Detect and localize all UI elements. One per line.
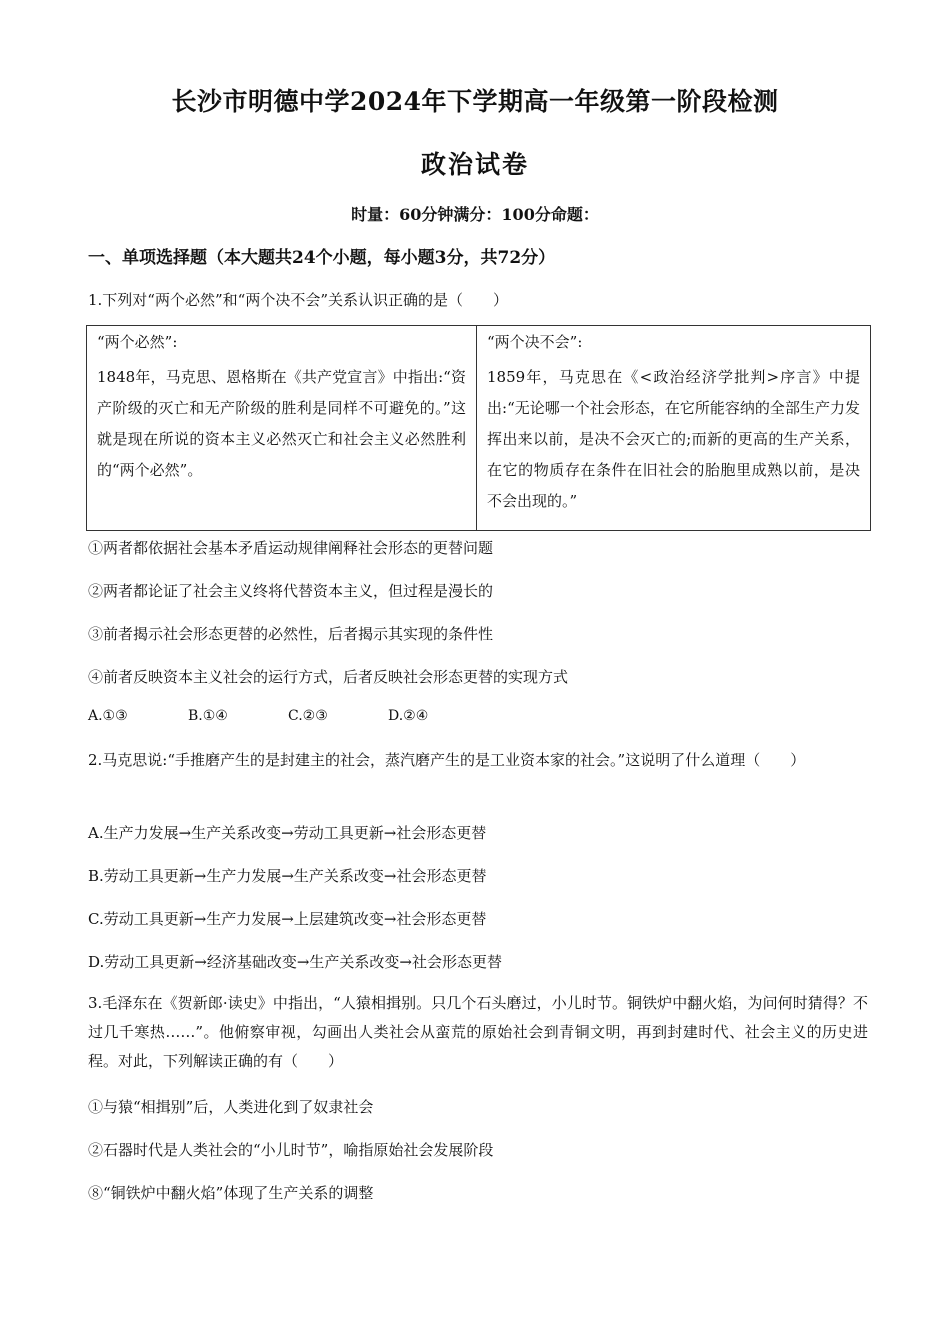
question-2-option-a: A.生产力发展→生产关系改变→劳动工具更新→社会形态更替	[88, 824, 487, 842]
question-3-statement-2: ②石器时代是人类社会的“小儿时节”，喻指原始社会发展阶段	[88, 1141, 494, 1159]
question-1-stem: 1.下列对“两个必然”和“两个决不会”关系认识正确的是（ ）	[88, 291, 508, 309]
question-3-stem: 3.毛泽东在《贺新郎·读史》中指出，“人猿相揖别。只几个石头磨过，小儿时节。铜铁炉中翻火焰，为问何时猜得？不过几千寒热……”。他俯察审视，勾画出人类社会从蛮荒的原始社会到青铜文明，再到封建时代、社会主义的历史进程。对此，下列解读正确的有（ ）	[88, 994, 868, 1070]
section-heading: 一、单项选择题（本大题共24个小题，每小题3分，共72分）	[88, 248, 556, 268]
question-3-statement-1: ①与猿“相揖别”后，人类进化到了奴隶社会	[88, 1098, 374, 1116]
question-1-statement-1: ①两者都依据社会基本矛盾运动规律阐释社会形态的更替问题	[88, 539, 494, 557]
question-1-options	[88, 708, 428, 724]
question-1-option-a: A.①③	[88, 708, 128, 724]
quote-table	[86, 325, 871, 531]
question-2-stem: 2.马克思说:“手推磨产生的是封建主的社会，蒸汽磨产生的是工业资本家的社会。”这说明了什么道理（ ）	[88, 751, 806, 769]
question-1-option-c: C.②③	[288, 708, 328, 724]
question-1-statement-2: ②两者都论证了社会主义终将代替资本主义，但过程是漫长的	[88, 582, 494, 600]
question-2-option-d: D.劳动工具更新→经济基础改变→生产关系改变→社会形态更替	[88, 953, 502, 971]
quote-cell-right-heading: “两个决不会”:	[487, 333, 583, 351]
exam-subtitle: 政治试卷	[420, 150, 529, 179]
question-1-statement-4: ④前者反映资本主义社会的运行方式，后者反映社会形态更替的实现方式	[88, 668, 569, 686]
quote-cell-right-body: 1859年，马克思在《<政治经济学批判>序言》中提出:“无论哪一个社会形态，在它所能容纳的全部生产力发挥出来以前，是决不会灭亡的;而新的更高的生产关系，在它的物质存在条件在旧社会的胎胞里成熟以前，是决不会出现的。”	[487, 368, 860, 510]
quote-cell-left	[87, 326, 477, 530]
question-2-option-c: C.劳动工具更新→生产力发展→上层建筑改变→社会形态更替	[88, 910, 487, 928]
question-1-option-d: D.②④	[388, 708, 429, 724]
quote-cell-left-body: 1848年，马克思、恩格斯在《共产党宣言》中指出:“资产阶级的灭亡和无产阶级的胜利是同样不可避免的。”这就是现在所说的资本主义必然灭亡和社会主义必然胜利的“两个必然”。	[97, 368, 466, 479]
exam-title: 长沙市明德中学2024年下学期高一年级第一阶段检测	[171, 87, 779, 116]
quote-cell-left-heading: “两个必然”:	[97, 333, 178, 351]
question-1-option-b: B.①④	[188, 708, 228, 724]
question-2-option-b: B.劳动工具更新→生产力发展→生产关系改变→社会形态更替	[88, 867, 487, 885]
quote-cell-right	[477, 326, 870, 530]
question-1-statement-3: ③前者揭示社会形态更替的必然性，后者揭示其实现的条件性	[88, 625, 494, 643]
exam-info: 时量：60分钟满分：100分命题：	[351, 205, 599, 224]
question-3-statement-3: ⑧“铜铁炉中翻火焰”体现了生产关系的调整	[88, 1184, 374, 1202]
